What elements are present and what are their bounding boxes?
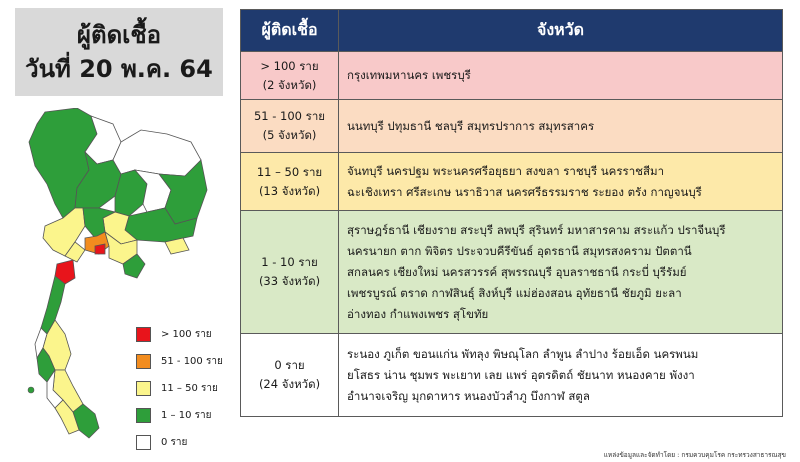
column-header-cases: ผู้ติดเชื้อ xyxy=(241,10,339,52)
province-count: (2 จังหวัด) xyxy=(262,77,317,92)
province-table xyxy=(240,9,783,417)
province-count: (13 จังหวัด) xyxy=(258,183,321,198)
map-region-isan-north xyxy=(113,130,201,176)
legend-label: 1 – 10 ราย xyxy=(161,410,212,421)
table-row xyxy=(241,211,783,334)
legend-item xyxy=(136,348,223,375)
province-line: เพชรบูรณ์ ตราด กาฬสินธุ์ สิงห์บุรี แม่ฮ่องสอน อุทัยธานี ชัยภูมิ ยะลา xyxy=(347,285,682,300)
province-line: ระนอง ภูเก็ต ขอนแก่น พัทลุง พิษณุโลก ลำพูน ลำปาง ร้อยเอ็ด นครพนม xyxy=(347,346,699,361)
table-row xyxy=(241,100,783,153)
province-list-cell xyxy=(339,52,783,100)
province-list-cell xyxy=(339,334,783,417)
province-line: อ่างทอง กำแพงเพชร สุโขทัย xyxy=(347,306,489,321)
table-row xyxy=(241,52,783,100)
case-range: 1 - 10 ราย xyxy=(261,255,318,269)
legend-swatch xyxy=(136,408,151,423)
legend-label: 0 ราย xyxy=(161,437,188,448)
table-row xyxy=(241,153,783,211)
legend-swatch xyxy=(136,381,151,396)
table-header-row xyxy=(241,10,783,52)
case-range: 0 ราย xyxy=(274,358,305,372)
case-range-cell xyxy=(241,211,339,334)
map-region-bangkok-red xyxy=(95,244,105,254)
legend-swatch xyxy=(136,435,151,450)
province-line: อำนาจเจริญ มุกดาหาร หนองบัวลำภู บึงกาฬ สตูล xyxy=(347,388,590,403)
province-count: (33 จังหวัด) xyxy=(258,274,321,288)
province-list-cell xyxy=(339,100,783,153)
legend-label: 51 - 100 ราย xyxy=(161,356,223,367)
legend-swatch xyxy=(136,354,151,369)
province-line: นครนายก ตาก พิจิตร ประจวบคีรีขันธ์ อุดรธานี สมุทรสงคราม ปัตตานี xyxy=(347,243,692,258)
province-line: นนทบุรี ปทุมธานี ชลบุรี สมุทรปราการ สมุทรสาคร xyxy=(347,118,595,133)
legend-item xyxy=(136,402,223,429)
case-range-cell xyxy=(241,153,339,211)
case-range-cell xyxy=(241,334,339,417)
province-line: ยโสธร น่าน ชุมพร พะเยาท เลย แพร่ อุตรดิตถ์ ชัยนาท หนองคาย พังงา xyxy=(347,367,695,382)
province-count: (24 จังหวัด) xyxy=(258,377,321,391)
case-range: > 100 ราย xyxy=(260,58,319,73)
map-island xyxy=(28,387,34,393)
province-line: ฉะเชิงเทรา ศรีสะเกษ นราธิวาส นครศรีธรรมราช ระยอง ตรัง กาญจนบุรี xyxy=(347,184,702,199)
column-header-provinces: จังหวัด xyxy=(339,10,783,52)
case-range: 11 – 50 ราย xyxy=(256,164,323,179)
case-range-cell xyxy=(241,100,339,153)
case-range: 51 - 100 ราย xyxy=(253,109,326,123)
legend xyxy=(136,321,223,456)
legend-label: > 100 ราย xyxy=(161,329,212,340)
province-list-cell xyxy=(339,211,783,334)
title-line-2: วันที่ 20 พ.ค. 64 xyxy=(25,55,213,83)
source-note: แหล่งข้อมูลและจัดทำโดย : กรมควบคุมโรค กระทรวงสาธารณสุข xyxy=(603,451,786,459)
case-range-cell xyxy=(241,52,339,100)
province-line: กรุงเทพมหานคร เพชรบุรี xyxy=(347,68,471,82)
legend-item xyxy=(136,429,223,456)
map-region-south-tip xyxy=(73,404,99,438)
legend-label: 11 – 50 ราย xyxy=(161,383,218,394)
province-line: สุราษฎร์ธานี เชียงราย สระบุรี ลพบุรี สุรินทร์ มหาสารคาม สระแก้ว ปราจีนบุรี xyxy=(347,222,726,237)
table-row xyxy=(241,334,783,417)
province-count: (5 จังหวัด) xyxy=(262,128,317,142)
province-line: จันทบุรี นครปฐม พระนครศรีอยุธยา สงขลา ราชบุรี นครราชสีมา xyxy=(347,163,665,178)
title-line-1: ผู้ติดเชื้อ xyxy=(76,21,162,49)
legend-item xyxy=(136,321,223,348)
legend-swatch xyxy=(136,327,151,342)
province-line: สกลนคร เชียงใหม่ นครสวรรค์ สุพรรณบุรี อุบลราชธานี กระบี่ บุรีรัมย์ xyxy=(347,264,687,279)
legend-item xyxy=(136,375,223,402)
title-box xyxy=(15,8,223,96)
province-list-cell xyxy=(339,153,783,211)
